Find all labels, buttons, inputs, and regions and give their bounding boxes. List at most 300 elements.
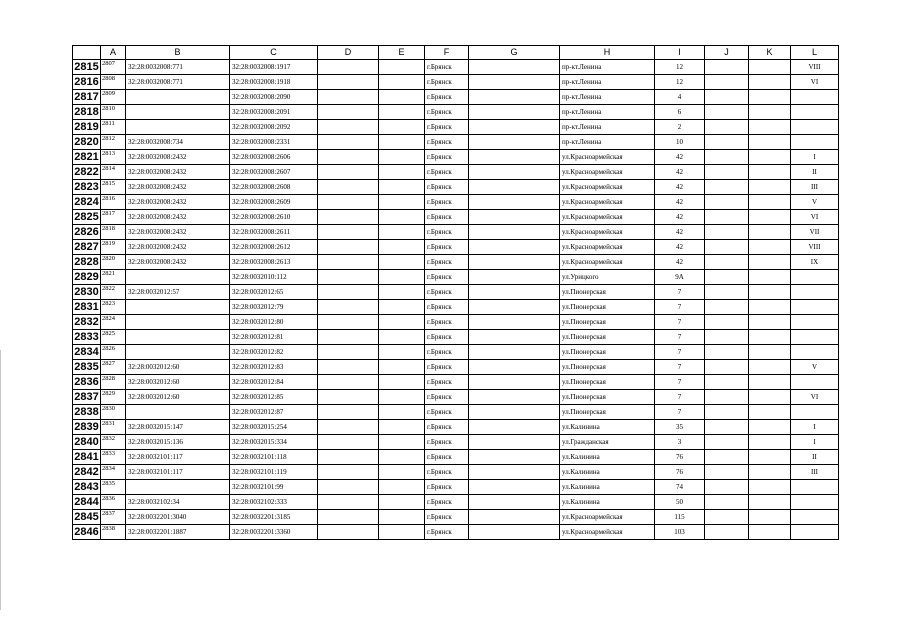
cell-i[interactable]: 76	[655, 465, 705, 480]
cell-i[interactable]: 50	[655, 495, 705, 510]
cell-g[interactable]	[469, 90, 560, 105]
cell-f[interactable]: г.Брянск	[425, 195, 469, 210]
cell-g[interactable]	[469, 375, 560, 390]
cell-h[interactable]: ул.Урицкого	[560, 270, 655, 285]
cell-b[interactable]: 32:28:0032015:147	[126, 420, 230, 435]
cell-k[interactable]	[749, 180, 791, 195]
cell-i[interactable]: 42	[655, 180, 705, 195]
cell-k[interactable]	[749, 450, 791, 465]
cell-i[interactable]: 74	[655, 480, 705, 495]
row-number[interactable]: 2818	[74, 106, 99, 118]
cell-f[interactable]: г.Брянск	[425, 390, 469, 405]
cell-c[interactable]: 32:28:0032012:87	[230, 405, 318, 420]
cell-e[interactable]	[379, 375, 425, 390]
cell-d[interactable]	[318, 255, 379, 270]
cell-l[interactable]: II	[791, 450, 839, 465]
cell-g[interactable]	[469, 315, 560, 330]
cell-e[interactable]	[379, 360, 425, 375]
cell-j[interactable]	[705, 435, 749, 450]
cell-g[interactable]	[469, 330, 560, 345]
cell-a[interactable]: 2831	[101, 420, 126, 435]
cell-e[interactable]	[379, 75, 425, 90]
cell-g[interactable]	[469, 360, 560, 375]
cell-c[interactable]: 32:28:0032008:2092	[230, 120, 318, 135]
cell-l[interactable]: V	[791, 360, 839, 375]
cell-h[interactable]: ул.Калинина	[560, 420, 655, 435]
cell-i[interactable]: 7	[655, 360, 705, 375]
cell-c[interactable]: 32:28:0032008:1918	[230, 75, 318, 90]
cell-g[interactable]	[469, 270, 560, 285]
cell-f[interactable]: г.Брянск	[425, 75, 469, 90]
cell-j[interactable]	[705, 285, 749, 300]
cell-j[interactable]	[705, 510, 749, 525]
cell-f[interactable]: г.Брянск	[425, 300, 469, 315]
cell-b[interactable]	[126, 270, 230, 285]
cell-l[interactable]	[791, 495, 839, 510]
cell-j[interactable]	[705, 270, 749, 285]
cell-g[interactable]	[469, 120, 560, 135]
cell-a[interactable]: 2816	[101, 195, 126, 210]
cell-a[interactable]: 2814	[101, 165, 126, 180]
row-number[interactable]: 2827	[74, 241, 99, 253]
cell-d[interactable]	[318, 495, 379, 510]
cell-k[interactable]	[749, 255, 791, 270]
cell-e[interactable]	[379, 465, 425, 480]
cell-h[interactable]: ул.Красноармейская	[560, 180, 655, 195]
cell-e[interactable]	[379, 420, 425, 435]
cell-b[interactable]: 32:28:0032101:117	[126, 465, 230, 480]
cell-e[interactable]	[379, 330, 425, 345]
cell-g[interactable]	[469, 420, 560, 435]
cell-f[interactable]: г.Брянск	[425, 120, 469, 135]
cell-k[interactable]	[749, 135, 791, 150]
cell-a[interactable]: 2825	[101, 330, 126, 345]
cell-g[interactable]	[469, 285, 560, 300]
cell-c[interactable]: 32:28:0032101:119	[230, 465, 318, 480]
cell-a[interactable]: 2835	[101, 480, 126, 495]
cell-j[interactable]	[705, 360, 749, 375]
cell-d[interactable]	[318, 270, 379, 285]
cell-e[interactable]	[379, 480, 425, 495]
cell-j[interactable]	[705, 120, 749, 135]
cell-c[interactable]: 32:28:0032008:2613	[230, 255, 318, 270]
cell-h[interactable]: пр-кт.Ленина	[560, 90, 655, 105]
cell-f[interactable]: г.Брянск	[425, 150, 469, 165]
cell-d[interactable]	[318, 240, 379, 255]
cell-k[interactable]	[749, 300, 791, 315]
cell-l[interactable]: VI	[791, 210, 839, 225]
cell-l[interactable]	[791, 300, 839, 315]
cell-l[interactable]: III	[791, 180, 839, 195]
cell-h[interactable]: ул.Калинина	[560, 495, 655, 510]
row-number[interactable]: 2816	[74, 76, 99, 88]
cell-f[interactable]: г.Брянск	[425, 105, 469, 120]
cell-k[interactable]	[749, 120, 791, 135]
cell-b[interactable]: 32:28:0032012:60	[126, 390, 230, 405]
cell-d[interactable]	[318, 465, 379, 480]
cell-b[interactable]: 32:28:0032008:771	[126, 60, 230, 75]
cell-c[interactable]: 32:28:0032012:65	[230, 285, 318, 300]
cell-h[interactable]: ул.Калинина	[560, 465, 655, 480]
cell-k[interactable]	[749, 510, 791, 525]
row-number[interactable]: 2823	[74, 181, 99, 193]
cell-c[interactable]: 32:28:0032010:112	[230, 270, 318, 285]
cell-c[interactable]: 32:28:0032008:2610	[230, 210, 318, 225]
cell-f[interactable]: г.Брянск	[425, 420, 469, 435]
cell-a[interactable]: 2828	[101, 375, 126, 390]
cell-b[interactable]: 32:28:0032101:117	[126, 450, 230, 465]
cell-i[interactable]: 42	[655, 255, 705, 270]
cell-b[interactable]: 32:28:0032201:3040	[126, 510, 230, 525]
cell-c[interactable]: 32:28:0032008:2609	[230, 195, 318, 210]
cell-g[interactable]	[469, 225, 560, 240]
cell-c[interactable]: 32:28:0032008:2612	[230, 240, 318, 255]
cell-d[interactable]	[318, 405, 379, 420]
cell-k[interactable]	[749, 240, 791, 255]
cell-b[interactable]: 32:28:0032008:734	[126, 135, 230, 150]
cell-h[interactable]: ул.Пионерская	[560, 345, 655, 360]
cell-c[interactable]: 32:28:0032102:333	[230, 495, 318, 510]
row-number[interactable]: 2835	[74, 361, 99, 373]
cell-f[interactable]: г.Брянск	[425, 270, 469, 285]
cell-j[interactable]	[705, 375, 749, 390]
cell-h[interactable]: ул.Калинина	[560, 450, 655, 465]
cell-d[interactable]	[318, 165, 379, 180]
cell-i[interactable]: 42	[655, 210, 705, 225]
cell-h[interactable]: ул.Гражданская	[560, 435, 655, 450]
row-number[interactable]: 2841	[74, 451, 99, 463]
cell-i[interactable]: 4	[655, 90, 705, 105]
cell-d[interactable]	[318, 225, 379, 240]
cell-a[interactable]: 2809	[101, 90, 126, 105]
cell-j[interactable]	[705, 210, 749, 225]
cell-l[interactable]	[791, 105, 839, 120]
cell-k[interactable]	[749, 90, 791, 105]
cell-f[interactable]: г.Брянск	[425, 165, 469, 180]
cell-h[interactable]: ул.Красноармейская	[560, 255, 655, 270]
cell-c[interactable]: 32:28:0032012:83	[230, 360, 318, 375]
row-number[interactable]: 2833	[74, 331, 99, 343]
cell-f[interactable]: г.Брянск	[425, 330, 469, 345]
cell-k[interactable]	[749, 195, 791, 210]
cell-i[interactable]: 12	[655, 75, 705, 90]
cell-k[interactable]	[749, 465, 791, 480]
cell-b[interactable]: 32:28:0032008:771	[126, 75, 230, 90]
cell-a[interactable]: 2819	[101, 240, 126, 255]
row-number[interactable]: 2822	[74, 166, 99, 178]
cell-i[interactable]: 115	[655, 510, 705, 525]
cell-l[interactable]: I	[791, 435, 839, 450]
cell-b[interactable]: 32:28:0032015:136	[126, 435, 230, 450]
cell-l[interactable]: VIII	[791, 240, 839, 255]
cell-a[interactable]: 2822	[101, 285, 126, 300]
cell-b[interactable]: 32:28:0032008:2432	[126, 150, 230, 165]
cell-a[interactable]: 2834	[101, 465, 126, 480]
cell-d[interactable]	[318, 150, 379, 165]
cell-i[interactable]: 7	[655, 390, 705, 405]
cell-h[interactable]: ул.Красноармейская	[560, 225, 655, 240]
cell-h[interactable]: ул.Пионерская	[560, 285, 655, 300]
cell-j[interactable]	[705, 390, 749, 405]
cell-e[interactable]	[379, 450, 425, 465]
cell-i[interactable]: 7	[655, 300, 705, 315]
cell-k[interactable]	[749, 480, 791, 495]
cell-e[interactable]	[379, 120, 425, 135]
row-number[interactable]: 2815	[74, 61, 99, 73]
row-number[interactable]: 2817	[74, 91, 99, 103]
cell-g[interactable]	[469, 405, 560, 420]
cell-k[interactable]	[749, 150, 791, 165]
cell-k[interactable]	[749, 495, 791, 510]
cell-k[interactable]	[749, 375, 791, 390]
cell-b[interactable]: 32:28:0032201:1887	[126, 525, 230, 540]
cell-a[interactable]: 2813	[101, 150, 126, 165]
cell-i[interactable]: 7	[655, 375, 705, 390]
row-number[interactable]: 2832	[74, 316, 99, 328]
cell-f[interactable]: г.Брянск	[425, 210, 469, 225]
cell-l[interactable]	[791, 405, 839, 420]
cell-g[interactable]	[469, 435, 560, 450]
cell-b[interactable]: 32:28:0032102:34	[126, 495, 230, 510]
cell-g[interactable]	[469, 465, 560, 480]
cell-c[interactable]: 32:28:0032012:84	[230, 375, 318, 390]
cell-h[interactable]: ул.Красноармейская	[560, 210, 655, 225]
cell-i[interactable]: 7	[655, 285, 705, 300]
cell-i[interactable]: 42	[655, 165, 705, 180]
cell-a[interactable]: 2838	[101, 525, 126, 540]
cell-c[interactable]: 32:28:0032012:81	[230, 330, 318, 345]
cell-k[interactable]	[749, 435, 791, 450]
cell-g[interactable]	[469, 150, 560, 165]
cell-d[interactable]	[318, 285, 379, 300]
cell-j[interactable]	[705, 135, 749, 150]
cell-b[interactable]	[126, 315, 230, 330]
cell-g[interactable]	[469, 390, 560, 405]
cell-a[interactable]: 2826	[101, 345, 126, 360]
cell-f[interactable]: г.Брянск	[425, 525, 469, 540]
cell-l[interactable]: V	[791, 195, 839, 210]
cell-e[interactable]	[379, 495, 425, 510]
cell-b[interactable]	[126, 405, 230, 420]
cell-l[interactable]: VIII	[791, 60, 839, 75]
cell-h[interactable]: ул.Пионерская	[560, 405, 655, 420]
cell-g[interactable]	[469, 345, 560, 360]
cell-d[interactable]	[318, 375, 379, 390]
cell-c[interactable]: 32:28:0032012:79	[230, 300, 318, 315]
cell-c[interactable]: 32:28:0032012:85	[230, 390, 318, 405]
cell-d[interactable]	[318, 120, 379, 135]
cell-d[interactable]	[318, 480, 379, 495]
row-number[interactable]: 2831	[74, 301, 99, 313]
cell-b[interactable]: 32:28:0032008:2432	[126, 210, 230, 225]
row-number[interactable]: 2820	[74, 136, 99, 148]
cell-k[interactable]	[749, 360, 791, 375]
cell-d[interactable]	[318, 75, 379, 90]
cell-d[interactable]	[318, 195, 379, 210]
cell-e[interactable]	[379, 390, 425, 405]
cell-e[interactable]	[379, 165, 425, 180]
row-number[interactable]: 2826	[74, 226, 99, 238]
cell-c[interactable]: 32:28:0032008:2606	[230, 150, 318, 165]
cell-g[interactable]	[469, 210, 560, 225]
cell-g[interactable]	[469, 495, 560, 510]
cell-d[interactable]	[318, 60, 379, 75]
cell-j[interactable]	[705, 330, 749, 345]
cell-g[interactable]	[469, 255, 560, 270]
row-number[interactable]: 2842	[74, 466, 99, 478]
cell-g[interactable]	[469, 105, 560, 120]
row-number[interactable]: 2843	[74, 481, 99, 493]
cell-e[interactable]	[379, 405, 425, 420]
cell-h[interactable]: ул.Калинина	[560, 480, 655, 495]
cell-b[interactable]: 32:28:0032008:2432	[126, 165, 230, 180]
cell-j[interactable]	[705, 420, 749, 435]
cell-l[interactable]	[791, 270, 839, 285]
cell-h[interactable]: ул.Пионерская	[560, 300, 655, 315]
cell-i[interactable]: 7	[655, 405, 705, 420]
cell-a[interactable]: 2808	[101, 75, 126, 90]
cell-a[interactable]: 2818	[101, 225, 126, 240]
cell-h[interactable]: пр-кт.Ленина	[560, 75, 655, 90]
cell-d[interactable]	[318, 135, 379, 150]
cell-f[interactable]: г.Брянск	[425, 450, 469, 465]
cell-f[interactable]: г.Брянск	[425, 255, 469, 270]
cell-j[interactable]	[705, 150, 749, 165]
cell-i[interactable]: 42	[655, 225, 705, 240]
cell-f[interactable]: г.Брянск	[425, 285, 469, 300]
cell-k[interactable]	[749, 420, 791, 435]
cell-d[interactable]	[318, 210, 379, 225]
cell-i[interactable]: 3	[655, 435, 705, 450]
cell-e[interactable]	[379, 255, 425, 270]
cell-c[interactable]: 32:28:0032008:1917	[230, 60, 318, 75]
cell-j[interactable]	[705, 75, 749, 90]
cell-h[interactable]: ул.Красноармейская	[560, 240, 655, 255]
cell-k[interactable]	[749, 285, 791, 300]
cell-a[interactable]: 2815	[101, 180, 126, 195]
cell-l[interactable]: VI	[791, 390, 839, 405]
cell-j[interactable]	[705, 255, 749, 270]
cell-e[interactable]	[379, 90, 425, 105]
cell-h[interactable]: ул.Пионерская	[560, 315, 655, 330]
cell-k[interactable]	[749, 210, 791, 225]
cell-l[interactable]	[791, 510, 839, 525]
cell-g[interactable]	[469, 480, 560, 495]
cell-a[interactable]: 2811	[101, 120, 126, 135]
cell-j[interactable]	[705, 165, 749, 180]
cell-d[interactable]	[318, 300, 379, 315]
cell-e[interactable]	[379, 135, 425, 150]
row-number[interactable]: 2846	[74, 526, 99, 538]
cell-d[interactable]	[318, 450, 379, 465]
cell-c[interactable]: 32:28:0032201:3185	[230, 510, 318, 525]
cell-b[interactable]: 32:28:0032012:60	[126, 375, 230, 390]
cell-c[interactable]: 32:28:0032008:2331	[230, 135, 318, 150]
cell-f[interactable]: г.Брянск	[425, 90, 469, 105]
cell-f[interactable]: г.Брянск	[425, 135, 469, 150]
cell-f[interactable]: г.Брянск	[425, 345, 469, 360]
cell-k[interactable]	[749, 525, 791, 540]
cell-f[interactable]: г.Брянск	[425, 495, 469, 510]
cell-h[interactable]: ул.Пионерская	[560, 330, 655, 345]
row-number[interactable]: 2837	[74, 391, 99, 403]
cell-a[interactable]: 2821	[101, 270, 126, 285]
row-number[interactable]: 2819	[74, 121, 99, 133]
cell-j[interactable]	[705, 465, 749, 480]
row-number[interactable]: 2845	[74, 511, 99, 523]
cell-d[interactable]	[318, 510, 379, 525]
cell-j[interactable]	[705, 225, 749, 240]
cell-l[interactable]	[791, 375, 839, 390]
cell-e[interactable]	[379, 225, 425, 240]
cell-b[interactable]: 32:28:0032008:2432	[126, 240, 230, 255]
cell-l[interactable]	[791, 345, 839, 360]
cell-h[interactable]: ул.Красноармейская	[560, 150, 655, 165]
cell-d[interactable]	[318, 180, 379, 195]
cell-i[interactable]: 76	[655, 450, 705, 465]
cell-f[interactable]: г.Брянск	[425, 60, 469, 75]
cell-l[interactable]	[791, 90, 839, 105]
cell-l[interactable]: I	[791, 420, 839, 435]
cell-j[interactable]	[705, 105, 749, 120]
cell-j[interactable]	[705, 525, 749, 540]
cell-c[interactable]: 32:28:0032008:2608	[230, 180, 318, 195]
cell-d[interactable]	[318, 435, 379, 450]
cell-h[interactable]: ул.Красноармейская	[560, 165, 655, 180]
cell-g[interactable]	[469, 60, 560, 75]
cell-k[interactable]	[749, 270, 791, 285]
cell-i[interactable]: 2	[655, 120, 705, 135]
cell-e[interactable]	[379, 240, 425, 255]
cell-a[interactable]: 2836	[101, 495, 126, 510]
cell-i[interactable]: 7	[655, 345, 705, 360]
cell-f[interactable]: г.Брянск	[425, 405, 469, 420]
row-number[interactable]: 2825	[74, 211, 99, 223]
cell-c[interactable]: 32:28:0032015:334	[230, 435, 318, 450]
cell-a[interactable]: 2827	[101, 360, 126, 375]
cell-i[interactable]: 6	[655, 105, 705, 120]
cell-f[interactable]: г.Брянск	[425, 465, 469, 480]
cell-b[interactable]: 32:28:0032012:57	[126, 285, 230, 300]
cell-k[interactable]	[749, 405, 791, 420]
cell-b[interactable]	[126, 300, 230, 315]
cell-j[interactable]	[705, 480, 749, 495]
cell-c[interactable]: 32:28:0032008:2090	[230, 90, 318, 105]
cell-l[interactable]: III	[791, 465, 839, 480]
cell-j[interactable]	[705, 450, 749, 465]
cell-b[interactable]	[126, 120, 230, 135]
cell-j[interactable]	[705, 195, 749, 210]
cell-c[interactable]: 32:28:0032008:2607	[230, 165, 318, 180]
cell-e[interactable]	[379, 105, 425, 120]
row-number[interactable]: 2839	[74, 421, 99, 433]
cell-i[interactable]: 42	[655, 195, 705, 210]
row-number[interactable]: 2844	[74, 496, 99, 508]
cell-d[interactable]	[318, 105, 379, 120]
cell-h[interactable]: ул.Пионерская	[560, 360, 655, 375]
cell-f[interactable]: г.Брянск	[425, 180, 469, 195]
cell-g[interactable]	[469, 300, 560, 315]
cell-k[interactable]	[749, 225, 791, 240]
cell-f[interactable]: г.Брянск	[425, 375, 469, 390]
cell-g[interactable]	[469, 240, 560, 255]
cell-e[interactable]	[379, 435, 425, 450]
cell-e[interactable]	[379, 180, 425, 195]
cell-d[interactable]	[318, 315, 379, 330]
cell-d[interactable]	[318, 90, 379, 105]
cell-i[interactable]: 7	[655, 315, 705, 330]
cell-a[interactable]: 2830	[101, 405, 126, 420]
